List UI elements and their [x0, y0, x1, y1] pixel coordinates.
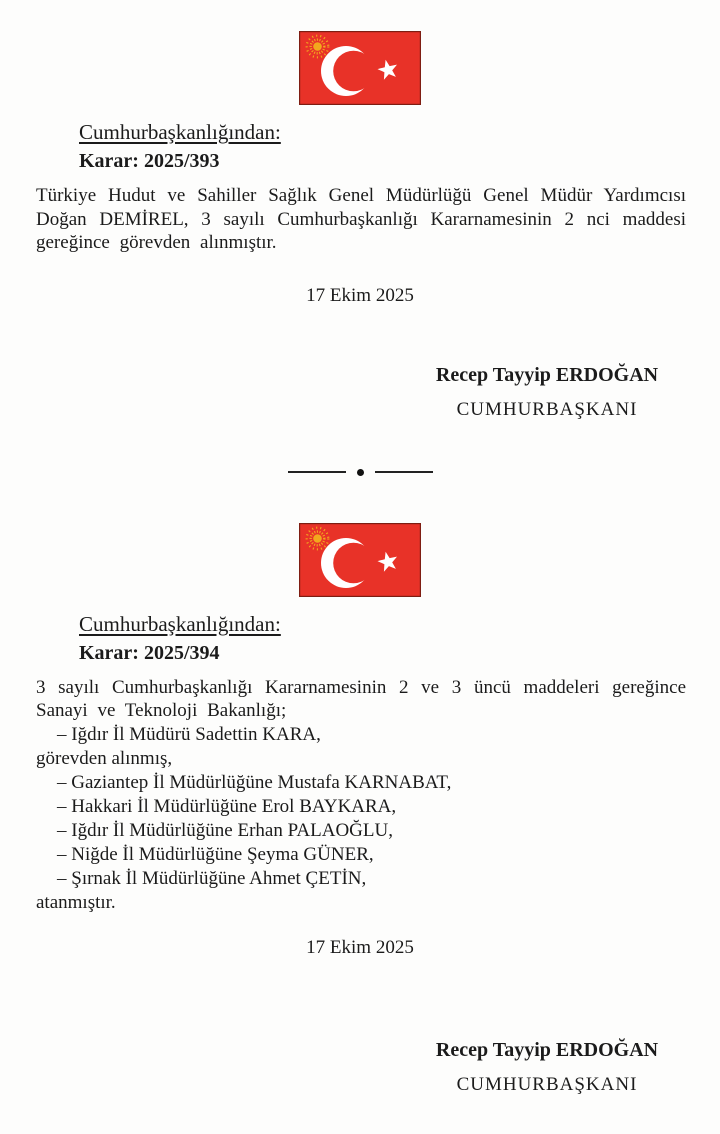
- decree-heading-block: [79, 612, 720, 665]
- signature-name: Recep Tayyip ERDOĞAN: [435, 363, 659, 386]
- date-line: 17 Ekim 2025: [306, 936, 414, 958]
- decree-document-page: [0, 31, 720, 1134]
- decree-list-line: görevden alınmış,: [36, 747, 173, 769]
- flag-container: [0, 31, 720, 105]
- decree-list-line: – Şırnak İl Müdürlüğüne Ahmet ÇETİN,: [57, 867, 367, 889]
- flag-container: [0, 523, 720, 597]
- signature-name: Recep Tayyip ERDOĞAN: [435, 1038, 659, 1061]
- turkish-presidential-flag-icon: [299, 31, 421, 105]
- karar-number: Karar: 2025/394: [79, 641, 220, 664]
- decree-list-line: – Iğdır İl Müdürlüğüne Erhan PALAOĞLU,: [57, 819, 393, 841]
- signature-title: CUMHURBAŞKANI: [456, 398, 638, 420]
- decree-list-line: – Iğdır İl Müdürü Sadettin KARA,: [57, 723, 321, 745]
- separator-dot: [357, 469, 364, 476]
- decree-intro-paragraph: 3 sayılı Cumhurbaşkanlığı Kararnamesinin 2 ve 3 üncü maddeleri gereğince Sanayi ve Teknoloji Bakanlığı;: [36, 676, 686, 722]
- decree-list-line: – Gaziantep İl Müdürlüğüne Mustafa KARNABAT,: [57, 771, 452, 793]
- decree-list-line: – Niğde İl Müdürlüğüne Şeyma GÜNER,: [57, 843, 374, 865]
- decree-body-paragraph: Türkiye Hudut ve Sahiller Sağlık Genel Müdürlüğü Genel Müdür Yardımcısı Doğan DEMİREL, 3 sayılı Cumhurbaşkanlığı Kararnamesinin 2 nci maddesi gereğince görevden alınmıştır.: [36, 185, 686, 254]
- org-heading: Cumhurbaşkanlığından:: [79, 611, 281, 636]
- org-heading: Cumhurbaşkanlığından:: [79, 120, 281, 144]
- appointment-lines: [36, 723, 686, 915]
- decree-heading-block: [79, 120, 720, 173]
- signature-title: CUMHURBAŞKANI: [456, 1073, 638, 1095]
- decree-list-line: – Hakkari İl Müdürlüğüne Erol BAYKARA,: [57, 795, 397, 817]
- section-separator: [0, 469, 720, 476]
- turkish-presidential-flag-icon: [299, 523, 421, 597]
- decree-section-394: [0, 523, 720, 1096]
- date-line: 17 Ekim 2025: [306, 284, 414, 306]
- decree-list-line: atanmıştır.: [36, 891, 116, 913]
- karar-number: Karar: 2025/393: [79, 150, 220, 173]
- signature-block: [394, 1039, 700, 1096]
- separator-line-right: [375, 471, 433, 473]
- signature-block: [394, 364, 700, 421]
- decree-section-393: [0, 31, 720, 421]
- separator-line-left: [288, 471, 346, 473]
